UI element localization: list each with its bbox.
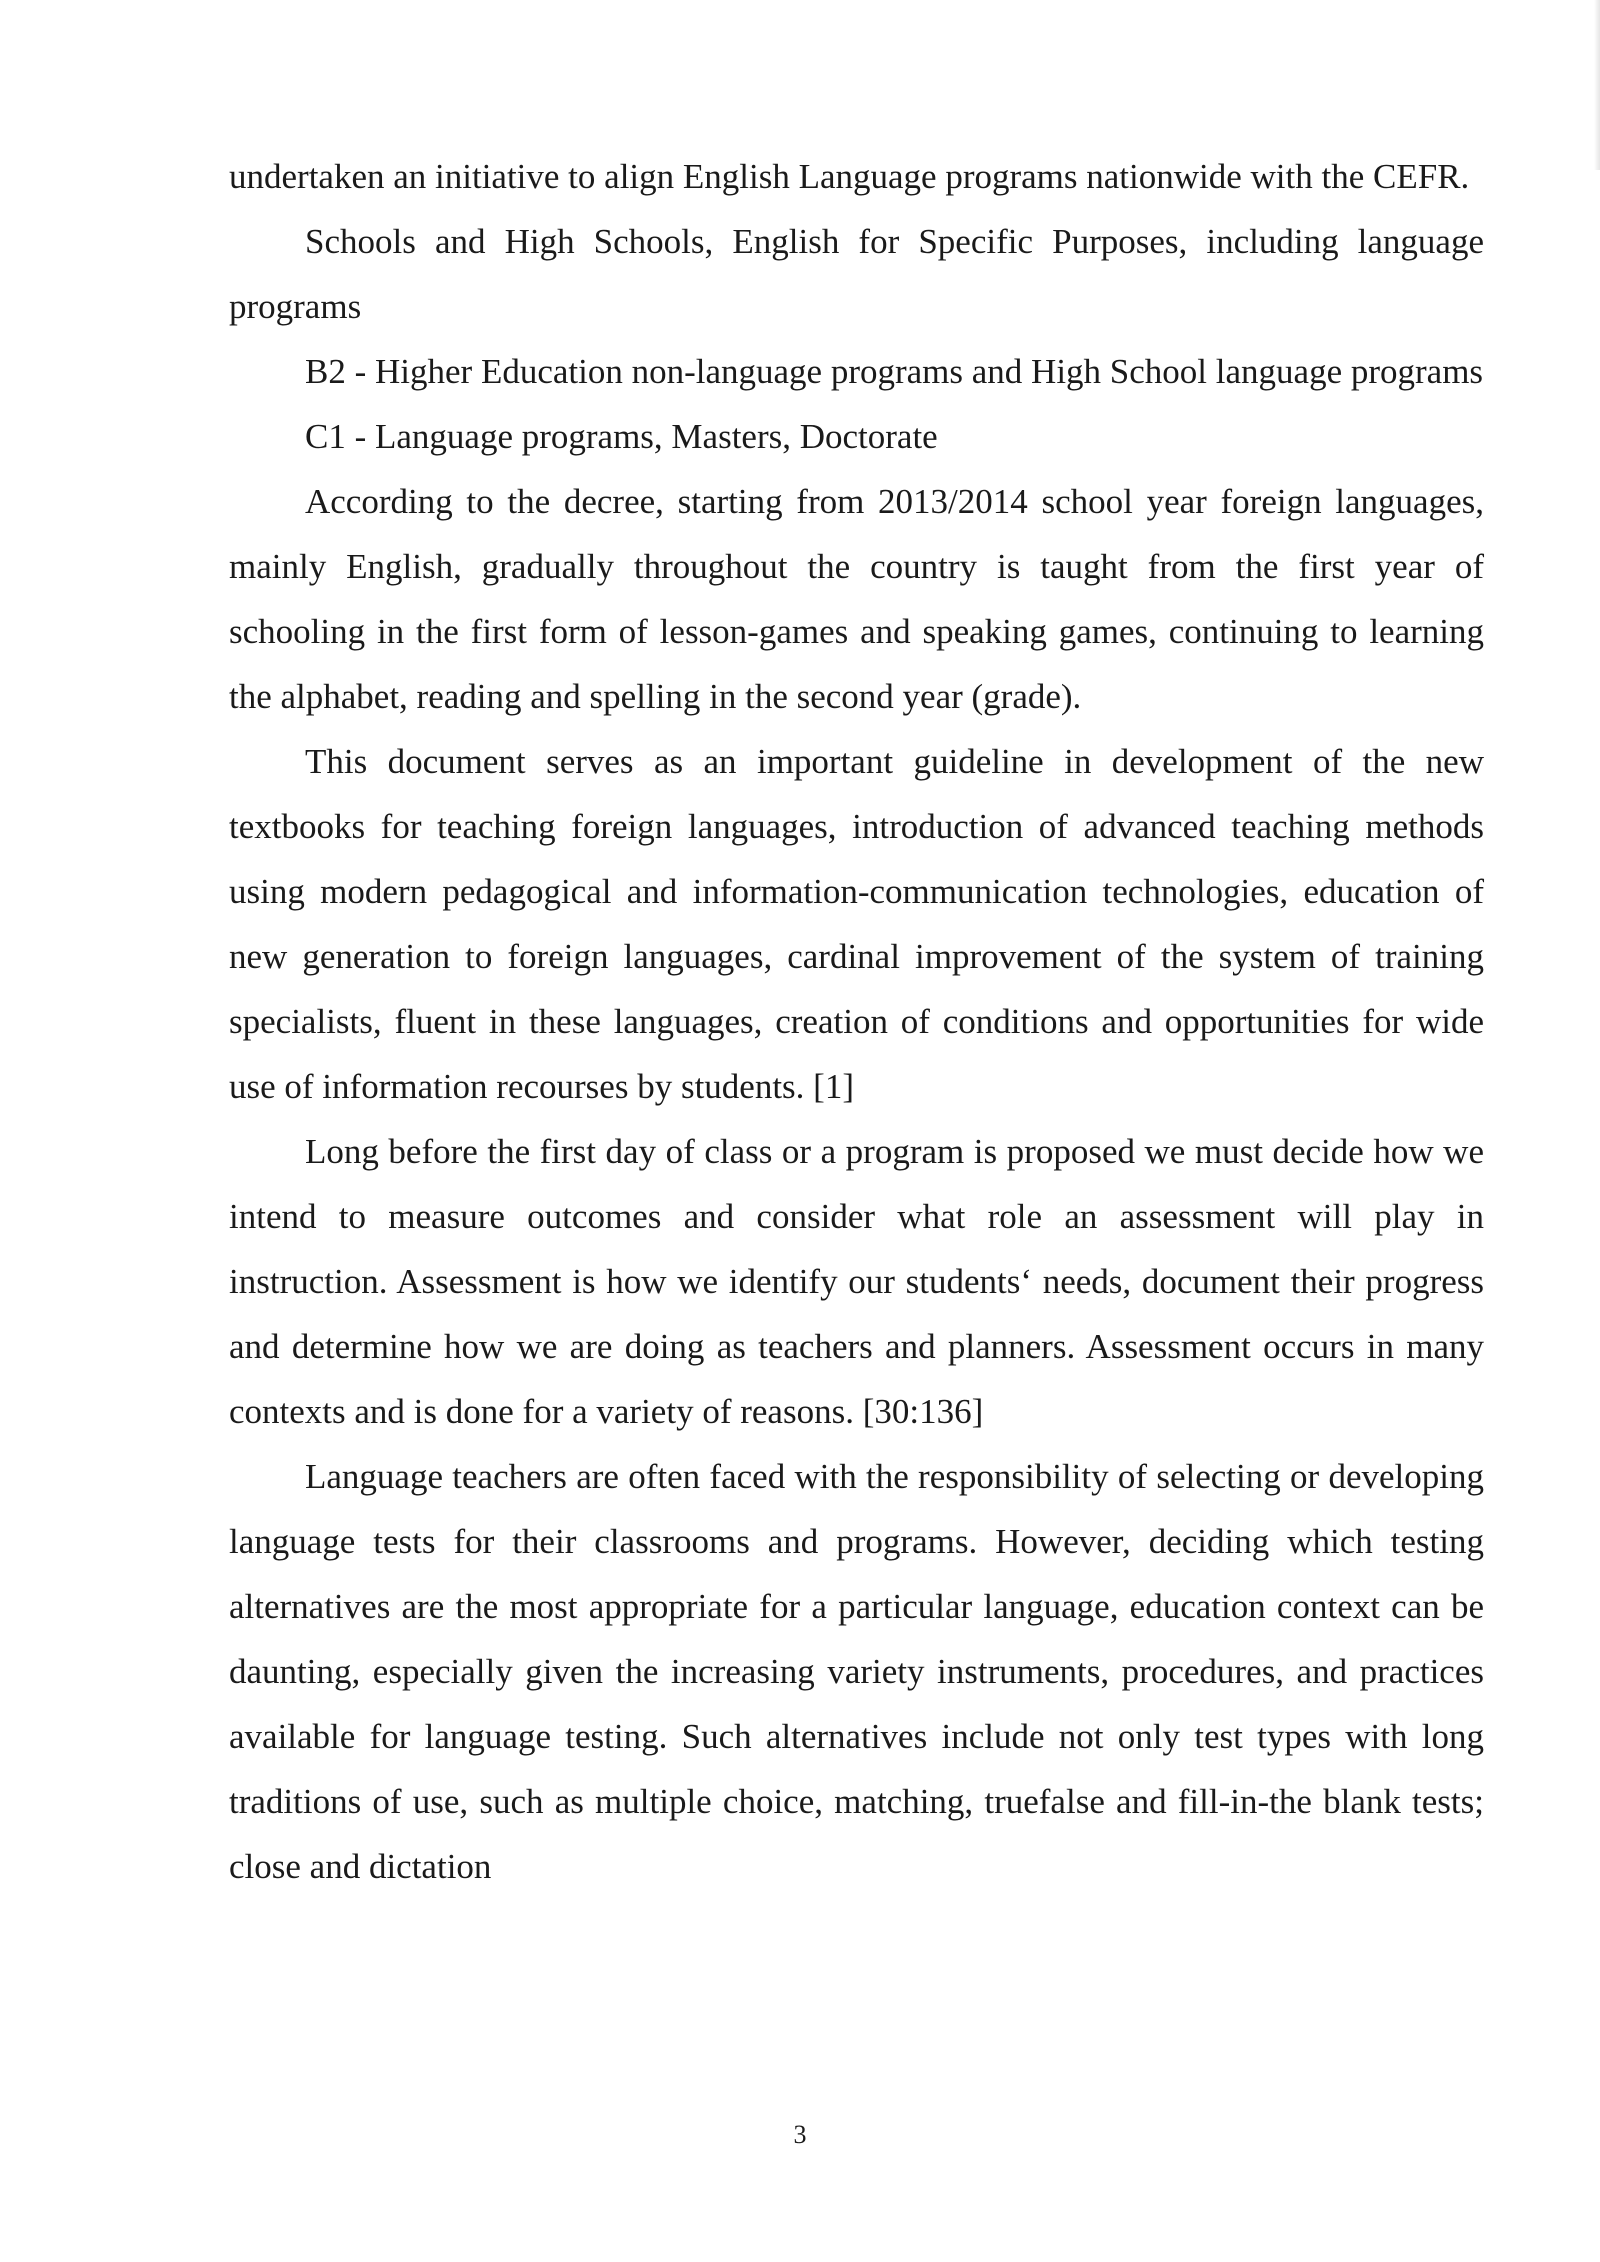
paragraph-c1-level: C1 - Language programs, Masters, Doctorate (305, 417, 938, 456)
paragraph-guideline: This document serves as an important guideline in development of the new textbooks for teaching foreign languages, introduction of advanced teaching methods using modern pedagogical and information-communication technologies, education of new generation to foreign languages, cardinal improvement of the system of training specialists, fluent in these languages, creation of conditions and opportunities for wide use of information recourses by students. [1] (229, 742, 1484, 1106)
page-edge-shadow (1594, 0, 1600, 170)
paragraph-assessment: Long before the first day of class or a program is proposed we must decide how we intend to measure outcomes and consider what role an assessment will play in instruction. Assessment is how we identify our students‘ needs, document their progress and determine how we are doing as teachers and planners. Assessment occurs in many contexts and is done for a variety of reasons. [30:136] (229, 1132, 1484, 1431)
paragraph-schools-level: Schools and High Schools, English for Specific Purposes, including language programs (229, 222, 1484, 326)
paragraph-decree: According to the decree, starting from 2013/2014 school year foreign languages, mainly English, gradually throughout the country is taught from the first year of schooling in the first form of lesson-games and speaking games, continuing to learning the alphabet, reading and spelling in the second year (grade). (229, 482, 1484, 716)
paragraph-b2-level: B2 - Higher Education non-language programs and High School language programs (305, 352, 1484, 391)
paragraph-cefr-initiative: undertaken an initiative to align English Language programs nationwide with the CEFR. (229, 157, 1470, 196)
paragraph-language-teachers: Language teachers are often faced with the responsibility of selecting or developing language tests for their classrooms and programs. However, deciding which testing alternatives are the most appropriate for a particular language, education context can be daunting, especially given the increasing variety instruments, procedures, and practices available for language testing. Such alternatives include not only test types with long traditions of use, such as multiple choice, matching, truefalse and fill-in-the blank tests; close and dictation (229, 1457, 1484, 1886)
body-text (229, 144, 1484, 1899)
page-number: 3 (793, 2120, 807, 2149)
